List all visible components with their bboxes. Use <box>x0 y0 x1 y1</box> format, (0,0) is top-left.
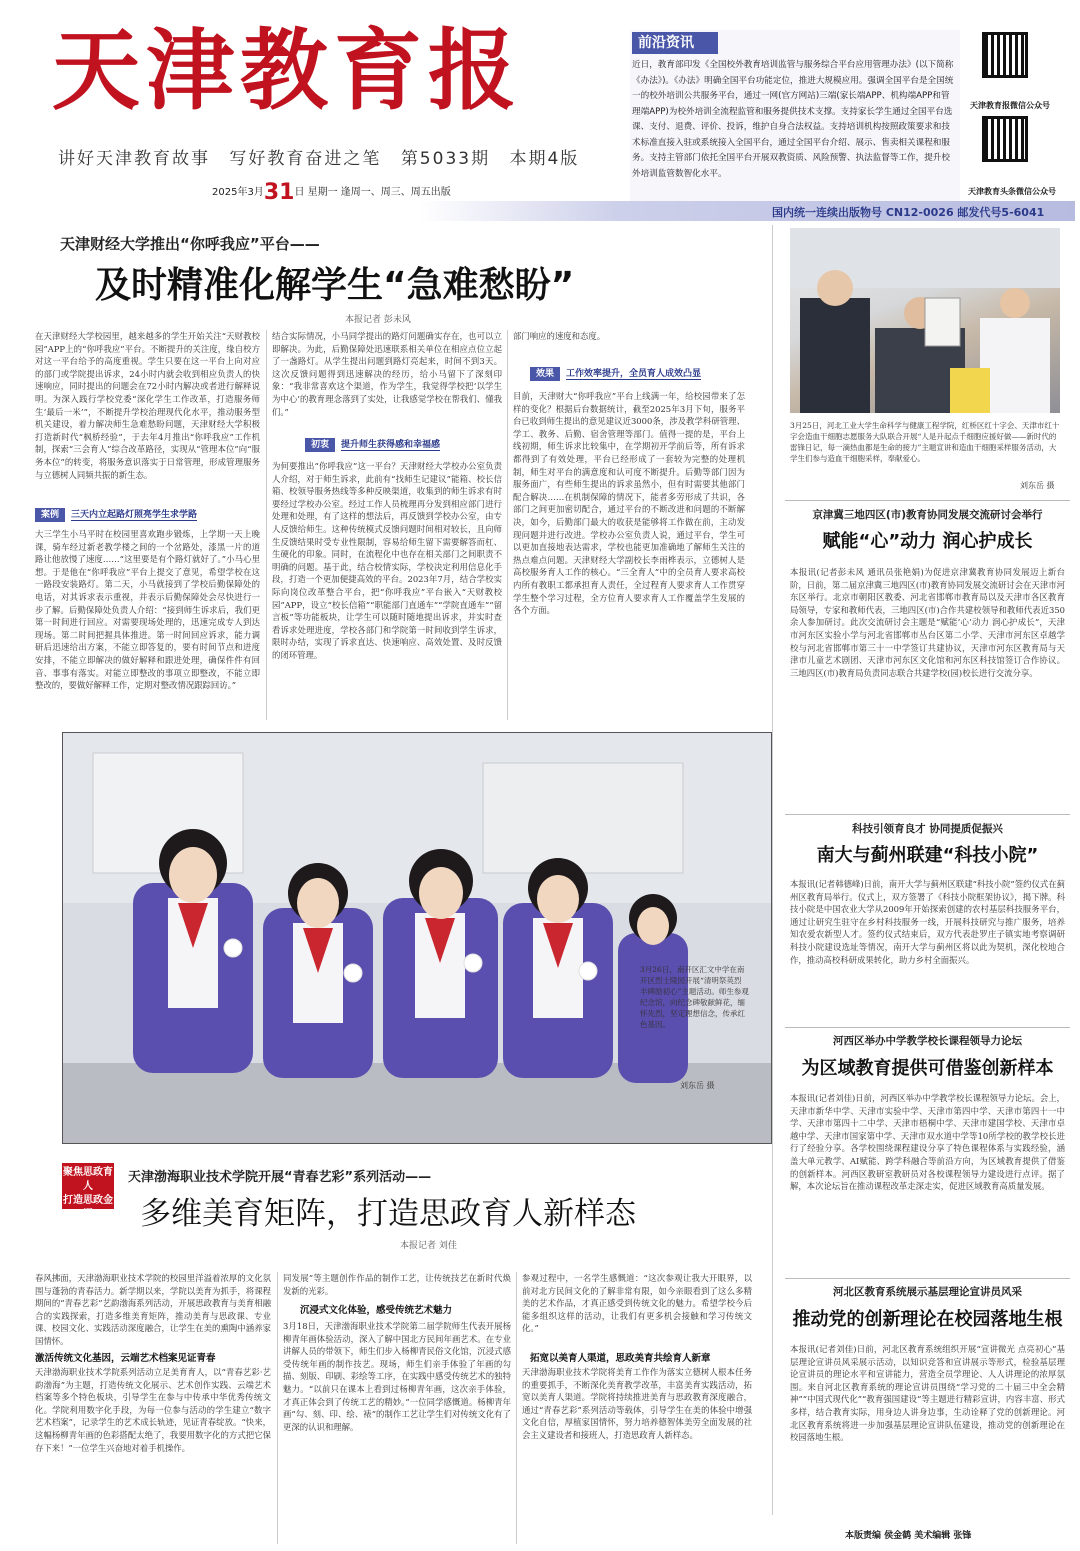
side4-kicker: 河北区教育系统展示基层理论宣讲员风采 <box>833 1286 1022 1298</box>
feature-headline: 多维美育矩阵，打造思政育人新样态 <box>140 1196 636 1232</box>
sidebar-divider <box>772 225 773 1515</box>
feature-subhead: 激活传统文化基因，云端艺术档案见证青春 <box>35 1353 216 1364</box>
news-photo[interactable] <box>790 228 1060 413</box>
date-day: 31 <box>263 180 295 205</box>
divider <box>785 1278 1070 1279</box>
lead-col2b: 为何要推出“你呼我应”这一平台？天津财经大学校办公室负责人介绍，对于师生诉求，此前有“找师生记建议”能箱、校长信箱、校领导服务热线等多种反映渠道，收集到的师生诉求有时要经过学校办公室。经过工作人员梳理再分发到相应部门进行处理和处理，有了这样的想法后，再反馈到学校办公室，由专人反馈给师生。这种传统模式反馈问题时间相对较长，且向师生反馈结果时受专业性限制，容易给师生留下需要解答而杠、生硬化的印象。同时，在流程化中也存在相关部门之间职责不明确的问题。基于此，结合校情实际，学校决定利用信息化手段，打造一个更加便捷高效的平台。2023年7月，结合学校实际向岗位改革整合平台，把“你呼我应”平台嵌入“天财教校园”APP，设立“校长信箱”“职能部门直通车”“学院直通车”“留言板”等功能板块，让学生可以随时随地提出诉求，并实时查看诉求处理进度，学校各部门和学院第一时间收到学生诉求，限时办结，实现了诉求直达、快速响应、高效处置、及时反馈的闭环管理。 <box>272 461 502 660</box>
feature-subhead: 沉浸式文化体验，感受传统艺术魅力 <box>300 1305 453 1316</box>
feature-col3: 参观过程中，一名学生感慨道：“这次参观让我大开眼界，以前对北方民间文化的了解非常有限，如今亲眼看到了这么多精美的艺术作品，才真正感受到传统文化的魅力。希望学校今后能多组织这样的活动，让我们有更多机会接触和学习传统文化。” <box>522 1273 752 1334</box>
side3-kicker: 河西区举办中学教学校长课程领导力论坛 <box>833 1035 1022 1047</box>
feature-col3b: 天津渤海职业技术学院将美育工作作为落实立德树人根本任务的重要抓手，不断深化美育教学改革，丰富美育实践活动，拓宽以美育人渠道。学院将持续推进美育与思政教育深度融合，通过“青春艺彩”系列活动等载体，引导学生在美的体验中增强文化自信，厚植家国情怀，努力培养德智体美劳全面发展的社会主义建设者和接班人，打造思政育人新样态。 <box>522 1367 752 1440</box>
column-divider <box>507 330 508 720</box>
issue-number: 第5033期 <box>400 149 491 169</box>
side2-kicker: 科技引领育良才 协同提质促振兴 <box>852 823 1003 835</box>
lead-byline: 本报记者 彭未风 <box>345 315 411 325</box>
masthead-slogan <box>58 144 591 169</box>
dateline <box>212 180 451 205</box>
right-photo-caption: 3月25日，河北工业大学生命科学与健康工程学院，红桥区红十字会、天津市红十字会造血干细胞志愿服务大队联合开展“人是升起点千细胞应援好做——新时代的雷锋日记，每一滴热血都是生命的接力”主题宣讲和造血干细胞采样服务活动，大学生们参与造血干细胞采样，奉献爱心。 <box>790 421 1060 463</box>
feature-kicker: 天津渤海职业技术学院开展“青春艺彩”系列活动—— <box>128 1170 432 1185</box>
column-badge <box>62 1163 114 1220</box>
badge-line: 聚焦思政育人 <box>63 1167 113 1192</box>
date-suffix: 日 星期一 逢周一、周三、周五出版 <box>294 187 451 198</box>
lead-col1b: 大三学生小马平时在校园里喜欢跑步锻炼，上学期一天上晚课，骑车经过新老教学楼之间的一个岔路处，漆黑一片的道路让他放慢了速度……“这里要是有个路灯就好了。”小马心里想。于是他在“你呼我应”平台上提交了意见，希望学校在这一路段安装路灯。第二天，小马就接到了学校后勤保障处的电话，对其诉求表示重视，并表示后勤保障处会尽快进行一步了解。后勤保障处负责人介绍：“接到师生诉求后，我们更第一时间进行回应。对需要现场处理的，迅速完成专人到达现场。第二时间把握具体推进。第一时间回应诉求，能力调研后迅速给出方案，不能立即答复的，要有时间节点和进度安排，不能立即解决的做好解释和跟进处理，确保件件有回音、事事有落实。对能立即整改的事项立即整改，不能立即整改的，要做好解释工作，定期对整改情况跟踪回访。” <box>35 529 260 691</box>
badge-line: 打造思政金课 <box>63 1195 113 1220</box>
news-photo-illustration <box>790 228 1060 413</box>
slogan-part: 讲好天津教育故事 <box>58 149 210 169</box>
side3-text: 本报讯(记者刘佳)日前，河西区举办中学教学校长课程领导力论坛。会上，天津市新华中学、天津市实验中学、天津市第四中学、天津市第四十一中学、天津市第四十二中学、天津市梧桐中学、天津市建国学校、天津市卓越中学、天津市国家第中学、天津市双水道中学等10所学校的教学校长进行了经验分享。各学校围绕课程建设分享了特色课程体系与实践经验，涵盖大单元教学、AI赋能、跨学科融合等前沿方向，为区域教育提供了借鉴的创新样本。河西区教研室教研员对各校课程领导力建设进行点评。据了解，本次论坛旨在推动课程改革走深走实，促进区域教育高质量发展。 <box>790 1093 1065 1192</box>
side3-headline: 为区域教育提供可借鉴创新样本 <box>801 1058 1054 1079</box>
feature-byline: 本报记者 刘佳 <box>400 1241 457 1251</box>
side1-headline: 赋能“心”动力 润心护成长 <box>822 531 1033 552</box>
feature-col2b: 3月18日，天津渤海职业技术学院第二届学院师生代表开展杨柳青年画体验活动，深入了解中国北方民间年画艺术。在专业讲解人员的带领下，师生们步入杨柳青民俗文化馆，沉浸式感受传统年画的制作技艺。现场，师生们亲手体验了年画的勾描、刻版、印刷、彩绘等工序，在实践中感受传统艺术的独特魅力。“以前只在课本上看到过杨柳青年画，这次亲手体验，才真正体会到了传统工艺的精妙。”一位同学感慨道。杨柳青年画“勾、刻、印、绘、裱”的制作工艺让学生们对传统文化有了更深的认识和理解。 <box>283 1321 511 1432</box>
divider <box>785 814 1070 815</box>
divider <box>785 1027 1070 1028</box>
lead-col2: 结合实际情况，小马同学提出的路灯问题确实存在，也可以立即解决。为此，后勤保障处迅速联系相关单位在相应点位立起了一盏路灯。从学生提出问题到路灯亮起来，时间不到3天。这次反馈问题得到迅速解决的经历，给小马留下了深刻印象：“我非常喜欢这个渠道，作为学生，我觉得学校把‘以学生为中心’的教育理念落到了实处，让我感觉学校在帮我们、懂我们。” <box>272 331 502 417</box>
column-divider <box>266 330 267 720</box>
side4-text: 本报讯(记者刘佳)日前，河北区教育系统组织开展“宣讲微光 点亮初心”基层理论宣讲员风采展示活动，以知识竞答和宣讲展示等形式，检验基层理论宣讲员的理论水平和宣讲能力，营造全员学理论、人人讲理论的浓厚氛围。来自河北区教育系统的理论宣讲员围绕“学习党的二十届三中全会精神”“中国式现代化”“教育强国建设”等主题进行精彩宣讲，内容丰富、形式多样，结合教育实际，用身边人讲身边事，生动诠释了党的创新理论。河北区教育系统将进一步加强基层理论宣讲队伍建设，推动党的创新理论在校园落地生根。 <box>790 1344 1065 1443</box>
side1-text: 本报讯(记者彭未风 通讯员张艳娟)为促进京津冀教育协同发展迈上新台阶，日前，第二届京津冀三地四区(市)教育协同发展交流研讨会在天津市河东区举行。北京市朝阳区教委、河北省邯郸市教育局以及天津市各区教育局领导，专家和教师代表，三地四区(市)合作共建校领导和教师代表近350余人参加研讨。此次交流研讨会主题是“赋能‘心’动力 润心护成长”，天津市河东区实验小学与河北省邯郸市丛台区第二小学、天津市河东区卓越学校与河北省邯郸市第三十一中学签订共建协议，天津市河东区教育局与天津市儿童艺术剧团、天津市河东区文化馆和河东区科技馆签订合作协议。三地四区(市)教育局负责同志联合共建学校(园)校长进行交流分享。 <box>790 567 1065 678</box>
photo-credit: 刘东岳 摄 <box>1020 481 1055 490</box>
qr-caption: 天津教育头条微信公众号 <box>968 187 1056 196</box>
main-photo[interactable] <box>62 732 772 1144</box>
lead-kicker: 天津财经大学推出“你呼我应”平台—— <box>60 235 320 253</box>
side2-text: 本报讯(记者韩德峰)日前，南开大学与蓟州区联建“科技小院”签约仪式在蓟州区教育局举行。仪式上，双方签署了《科技小院框架协议》，揭下牌。科技小院是中国农业大学从2009年开始探索创建的农村基层科技服务平台，通过让研究生驻守在乡村科技服务一线，开展科技研究与推广服务，培养知农爱农新型人才。签约仪式结束后，双方代表赴罗庄子镇实地考察调研科技小院建设选址等情况，南开大学与蓟州区将以此为契机，深化校地合作，推动高校科研成果转化，助力乡村全面振兴。 <box>790 879 1065 965</box>
section-tag: 案例 三天内立起路灯照亮学生求学路 <box>35 508 197 522</box>
slogan-part: 写好教育奋进之笔 <box>229 149 382 169</box>
side4-headline: 推动党的创新理论在校园落地生根 <box>792 1309 1063 1330</box>
section-tag: 初衷 提升师生获得感和幸福感 <box>305 438 440 452</box>
feature-col1b: 天津渤海职业技术学院系列活动立足美育育人，以“青春艺彩·艺韵渤海”为主题，打造传统文化展示、艺术创作实践、云端艺术档案等多个特色板块，引导学生在参与中传承中华优秀传统文化。学院利用数字化手段，为每一位参与活动的学生建立“数字艺术档案”，记录学生的艺术成长轨迹，见证青春绽放。“快来，这幅杨柳青年画的色彩搭配太绝了，我要用数字化的方式把它保存下来！”一位学生兴奋地对着手机操作。 <box>35 1367 271 1453</box>
main-photo-caption: 3月26日，南开区汇文中学在南开区烈士陵园开展“清明祭英烈 丰碑励初心”主题活动。师生参观纪念馆，向纪念碑敬献鲜花，缅怀先烈，坚定理想信念，传承红色基因。 <box>640 965 749 1029</box>
feature-col1: 春风拂面，天津渤海职业技术学院的校园里洋溢着浓厚的文化氛围与蓬勃的青春活力。新学期以来，学院以美育为抓手，将课程期间的“青春艺彩”艺韵渤海系列活动，开展思政教育与美育相融合的实践探索，打造多维美育矩阵，推动美育与思政课、专业课、校园文化、实践活动深度融合，让学生在美的熏陶中涵养家国情怀。 <box>35 1273 271 1346</box>
lead-headline: 及时精准化解学生“急难愁盼” <box>95 265 575 306</box>
divider <box>785 500 1070 501</box>
lead-col1: 在天津财经大学校园里，越来越多的学生开始关注“天财教校园”APP上的“你呼我应”平台。不断提升的关注度，缘自校方对这一平台给予的高度重视。学生只要在这一平台上向对应的部门或学院提出诉求，24小时内就会收到相应负责人的快速响应，同时提出的问题会在72小时内解决或者进行解释说明。为深入践行学校党委“深化学生工作改革，打造服务师生‘最后一米’”，不断提升学校治理现代化水平，推动服务型机关建设，着力解决师生急难愁盼问题，天津财经大学积极打造新时代“枫桥经验”，于去年4月推出“你呼我应”工作机制，探索“三会育人”综合改革路径，实现从“管理本位”向“服务本位”的转变，将服务意识落实于日常管理，形成管理服务与立德树人同频共振的新生态。 <box>35 331 260 480</box>
side2-headline: 南大与蓟州联建“科技小院” <box>816 845 1039 866</box>
masthead-title: 天津教育报 <box>52 18 523 122</box>
notice-text: 近日，教育部印发《全国校外教育培训监管与服务综合平台应用管理办法》(以下简称《办法》)。《办法》明确全国平台功能定位，推进大规模应用。强调全国平台是全国统一的校外培训公共服务平台，通过一网(官方网站)三端(家长端APP、机构端APP和管理端APP)为校外培训全流程监管和服务提供技术支撑。支持家长学生通过全国平台选课、支付、退费、评价、投诉，维护自身合法权益。支持培训机构按照政策要求和技术标准直接入驻或系统接入全国平台，通过全国平台介绍、展示、售卖相关课程和服务。支持主管部门依托全国平台开展双教资质、风险预警、执法监督等工作，提升校外培训监管数智化水平。 <box>632 60 954 179</box>
page-count: 本期4版 <box>509 149 580 169</box>
section-tag: 效果 工作效率提升，全员育人成效凸显 <box>530 367 701 381</box>
side1-kicker: 京津冀三地四区(市)教育协同发展交流研讨会举行 <box>812 509 1043 521</box>
qr-code-icon[interactable] <box>982 116 1028 162</box>
page-editors: 本版责编 侯金鹤 美术编辑 张锋 <box>845 1531 972 1541</box>
column-divider <box>277 1272 278 1544</box>
column-divider <box>516 1272 517 1544</box>
notice-tag: 前沿资讯 <box>632 32 718 54</box>
lead-col3: 部门响应的速度和态度。 <box>513 331 606 341</box>
main-photo-illustration <box>63 733 771 1143</box>
qr-caption: 天津教育报微信公众号 <box>970 101 1050 110</box>
feature-col2: 同发展”等主题创作作品的制作工艺，让传统技艺在新时代焕发新的光彩。 <box>283 1273 511 1296</box>
date-prefix: 2025年3月 <box>212 187 264 198</box>
lead-col3b: 目前，天津财大“你呼我应”平台上线满一年，给校园带来了怎样的变化？根据后台数据统计，截至2025年3月下旬，服务平台已收到师生提出的意见建议近3000条，涉及教学科研管理、学工、教务、后勤、宿舍管理等部门。值得一提的是，平台上线初期，师生诉求比较集中，在学期初开学前后等，所有诉求都得到了有效处理，平台已经形成了一套较为完整的处理机制，师生对平台的满意度和认可度不断提升。后勤等部门因为服务面广，有些师生提出的诉求虽然小，但有时需要其他部门配合解决……在机制保障的情况下，能者多劳形成了共识，各部门之间更加密切配合，通过平台的不断改进和问题的不断解决，如今，后勤部门最大的收获是能够将工作做在前，主动发现问题并进行改进。学校办公室负责人说，通过平台，学生可以更加直接地表达需求，学校也能更加准确地了解师生关注的热点难点问题。天津财经大学副校长李雨桦表示，立德树人是高校服务育人工作的核心。“三全育人”中的全员育人要求高校内所有教职工都承担育人责任，全过程育人要求育人工作贯穿学生整个学习过程，全方位育人要求育人工作覆盖学生发展的各个方面。 <box>513 391 745 616</box>
main-photo-credit: 刘东岳 摄 <box>680 1081 715 1090</box>
feature-subhead: 拓宽以美育人渠道，思政美育共绘育人新章 <box>530 1353 711 1364</box>
publication-number: 国内统一连续出版物号 CN12-0026 邮发代号5-6041 <box>772 206 1045 219</box>
qr-code-icon[interactable] <box>982 32 1028 78</box>
